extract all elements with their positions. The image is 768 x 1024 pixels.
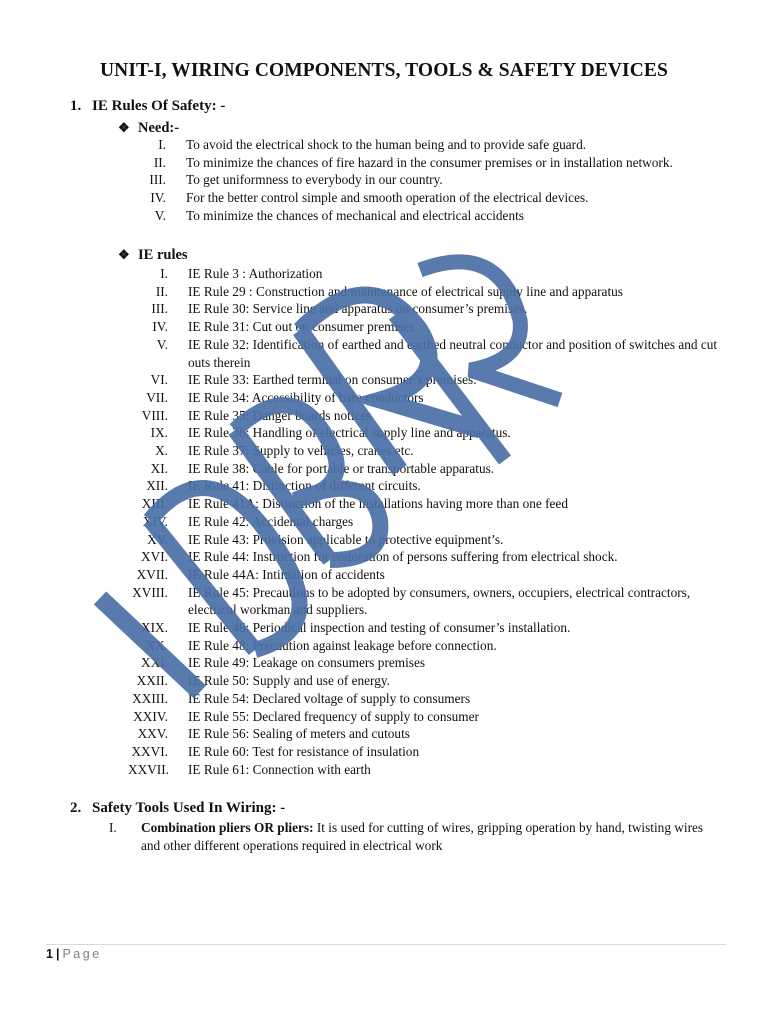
list-item-number: VII. — [146, 389, 168, 405]
list-item-number: XXV. — [137, 726, 168, 742]
ie-rule-item — [141, 495, 718, 513]
section-1-number: 1. — [70, 98, 82, 114]
ie-rule-item — [155, 442, 718, 460]
list-item-text: IE Rule 42: Accidental charges — [188, 513, 354, 529]
list-item-description: It is used for cutting of wires, gripping operation by hand, twisting wires and other different operations required in electrical work — [141, 820, 704, 853]
list-item-number: III. — [149, 172, 166, 188]
ie-rule-item — [156, 336, 718, 371]
list-item-number: V. — [156, 336, 168, 352]
ie-rule-item — [131, 743, 718, 761]
ie-rule-item — [150, 371, 718, 389]
page-title: UNIT-I, WIRING COMPONENTS, TOOLS & SAFETY DEVICES — [99, 60, 668, 81]
ie-rule-item — [133, 708, 718, 726]
list-item-number: XVI. — [141, 549, 168, 565]
list-item-text: IE Rule 29 : Construction and maintenance of electrical supply line and apparatus — [188, 283, 623, 299]
ie-rule-item — [150, 424, 718, 442]
page-word: Page — [62, 947, 102, 961]
ie-rules-list — [128, 265, 718, 778]
list-item-number: II. — [155, 283, 168, 299]
ie-rule-item — [141, 654, 718, 672]
ie-rule-item — [146, 477, 718, 495]
list-item-number: IX. — [150, 425, 168, 441]
list-item-number: XVII. — [136, 566, 168, 582]
ie-rules-subheading — [118, 247, 188, 264]
list-item-text: IE Rule 60: Test for resistance of insulation — [188, 743, 420, 759]
need-list — [149, 136, 726, 225]
list-item-number: IV. — [150, 190, 166, 206]
list-item-number: XXVI. — [131, 743, 168, 759]
diamond-bullet-icon: ❖ — [118, 247, 130, 262]
list-item-number: VIII. — [141, 407, 168, 423]
list-item-number: XXVII. — [128, 761, 169, 777]
list-item-text: IE Rule 35: Danger boards notices — [188, 407, 372, 423]
list-item-text: IE Rule 44: Instruction for restoration of persons suffering from electrical shock. — [188, 549, 618, 565]
ie-rule-item — [150, 460, 718, 478]
ie-rule-item — [155, 283, 718, 301]
list-item-number: I. — [160, 266, 168, 281]
list-item-text: IE Rule 30: Service line and apparatus on consumer’s premises. — [188, 301, 528, 317]
list-item-text: IE Rule 31: Cut out on consumer premises. — [188, 319, 418, 335]
list-item-number: XI. — [150, 460, 168, 476]
section-1-title: IE Rules Of Safety: - — [92, 98, 226, 114]
need-item — [150, 189, 726, 207]
list-item-text: IE Rule 37: Supply to vehicles, cranes etc. — [188, 443, 414, 459]
list-item-text: IE Rule 54: Declared voltage of supply to consumers — [188, 690, 471, 706]
list-item-number: XIV. — [142, 513, 168, 529]
list-item-text: IE Rule 41A: Distinction of the installations having more than one feed — [188, 496, 568, 512]
page-footer — [46, 947, 102, 961]
need-subheading — [118, 120, 179, 137]
list-item-text: To avoid the electrical shock to the human being and to provide safe guard. — [186, 137, 587, 152]
list-item-number: XVIII. — [132, 584, 168, 600]
list-item-term: Combination pliers OR pliers: — [141, 820, 314, 835]
list-item-text: IE Rule 45: Precautions to be adopted by consumers, owners, occupiers, electrical contractors, electrical workman and suppliers. — [188, 584, 691, 618]
tools-list — [109, 819, 711, 854]
ie-rule-item — [141, 407, 718, 425]
ie-rule-item — [141, 619, 718, 637]
ie-rule-item — [147, 531, 718, 549]
list-item-text: To minimize the chances of mechanical and electrical accidents — [186, 207, 524, 223]
list-item-number: XX. — [145, 637, 168, 653]
list-item-text: IE Rule 61: Connection with earth — [188, 761, 371, 777]
ie-rule-item — [142, 513, 718, 531]
diamond-bullet-icon: ❖ — [118, 120, 130, 135]
section-2-title: Safety Tools Used In Wiring: - — [92, 800, 286, 816]
need-item — [158, 136, 726, 154]
list-item-text — [141, 819, 711, 854]
ie-rule-item — [128, 761, 718, 779]
ie-rule-item — [145, 637, 718, 655]
list-item-text: IE Rule 36: Handling of electrical supply line and apparatus. — [188, 425, 511, 441]
list-item-number: XV. — [147, 531, 168, 547]
need-item — [149, 171, 726, 189]
list-item-number: XIX. — [141, 620, 168, 636]
list-item-number: XXI. — [141, 655, 168, 671]
list-item-text: To get uniformness to everybody in our country. — [186, 172, 443, 188]
list-item-text: To minimize the chances of fire hazard in the consumer premises or in installation network. — [186, 154, 673, 170]
footer-separator: | — [55, 947, 60, 961]
ie-rule-item — [136, 672, 718, 690]
list-item-text: IE Rule 49: Leakage on consumers premises — [188, 655, 426, 671]
list-item-number: IV. — [152, 319, 168, 335]
list-item-text: IE Rule 46: Periodical inspection and testing of consumer’s installation. — [188, 620, 571, 636]
list-item-text: IE Rule 3 : Authorization — [188, 266, 323, 281]
list-item-number: I. — [109, 820, 117, 835]
list-item-number: I. — [158, 137, 166, 152]
list-item-number: III. — [151, 301, 168, 317]
ie-rule-item — [151, 300, 718, 318]
need-item — [153, 154, 726, 172]
list-item-text: IE Rule 48: Precaution against leakage before connection. — [188, 637, 497, 653]
list-item-text: IE Rule 55: Declared frequency of supply to consumer — [188, 708, 479, 724]
tool-item — [109, 819, 711, 854]
list-item-number: II. — [153, 154, 166, 170]
list-item-text: IE Rule 38: Cable for portable or transportable apparatus. — [188, 460, 495, 476]
footer-divider — [46, 944, 726, 945]
list-item-text: IE Rule 44A: Intimation of accidents — [188, 566, 385, 582]
ie-rule-item — [160, 265, 718, 283]
ie-rule-item — [132, 690, 718, 708]
ie-rule-item — [141, 548, 718, 566]
list-item-number: XII. — [146, 478, 168, 494]
list-item-number: XXIII. — [132, 690, 168, 706]
list-item-number: VI. — [150, 372, 168, 388]
ie-rule-item — [146, 389, 718, 407]
ie-rules-label: IE rules — [138, 247, 188, 263]
need-item — [154, 207, 726, 225]
list-item-text: IE Rule 32: Identification of earthed and earthed neutral conductor and position of switches and cut outs therein — [188, 336, 718, 370]
list-item-number: XXIV. — [133, 708, 168, 724]
ie-rule-item — [137, 725, 718, 743]
list-item-number: X. — [155, 443, 168, 459]
list-item-number: V. — [154, 207, 166, 223]
list-item-text: IE Rule 34: Accessibility of bare conductors — [188, 389, 424, 405]
list-item-text: IE Rule 43: Provision applicable to protective equipment’s. — [188, 531, 504, 547]
list-item-text: IE Rule 33: Earthed terminal on consumer’s premises. — [188, 372, 477, 388]
list-item-text: For the better control simple and smooth operation of the electrical devices. — [186, 190, 589, 206]
list-item-number: XIII. — [141, 496, 168, 512]
ie-rule-item — [132, 584, 718, 619]
need-label: Need:- — [138, 120, 180, 136]
ie-rule-item — [136, 566, 718, 584]
page-number: 1 — [46, 947, 53, 961]
section-2-number: 2. — [70, 800, 82, 816]
list-item-text: IE Rule 41: Distinction of different circuits. — [188, 478, 421, 494]
list-item-text: IE Rule 50: Supply and use of energy. — [188, 673, 391, 689]
list-item-text: IE Rule 56: Sealing of meters and cutouts — [188, 726, 410, 742]
list-item-number: XXII. — [136, 673, 168, 689]
ie-rule-item — [152, 318, 718, 336]
